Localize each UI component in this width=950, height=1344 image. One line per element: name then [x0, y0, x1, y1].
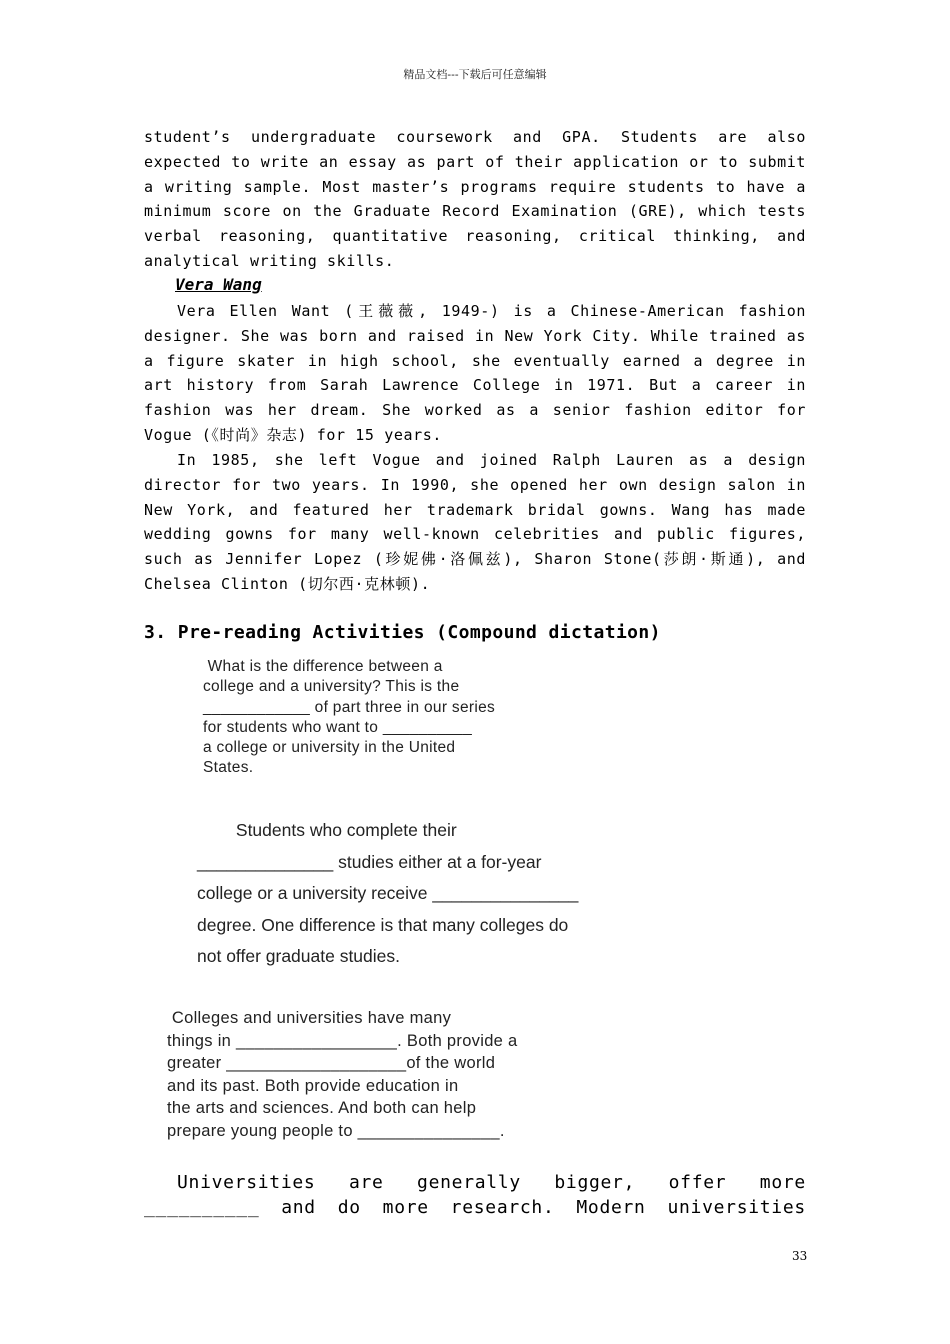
dictation-line: States. — [203, 759, 254, 777]
word: more — [759, 1172, 806, 1193]
dictation-line: things in _________________. Both provide a — [167, 1031, 518, 1050]
word: generally — [417, 1172, 521, 1193]
word: research. — [450, 1197, 555, 1218]
dictation-line: not offer graduate studies. — [197, 946, 401, 966]
word: bigger, — [554, 1172, 636, 1193]
dictation-line: Colleges and universities have many — [167, 1009, 452, 1027]
section-heading: 3. Pre-reading Activities (Compound dictation) — [144, 622, 661, 643]
closing-line-1 — [144, 1170, 806, 1195]
word: Modern — [576, 1197, 646, 1218]
vera-paragraph-2: In 1985, she left Vogue and joined Ralph Lauren as a design director for two years. In 1990, she opened her own design salon in New York, and featured her trademark bridal gowns. Wang has made wedding gowns for many well-known celebrities and public figures, such as Jennifer Lopez (珍妮佛·洛佩兹), Sharon Stone(莎朗·斯通), and Chelsea Clinton (切尔西·克林顿). — [144, 451, 806, 593]
dictation-line: and its past. Both provide education in — [167, 1076, 459, 1095]
dictation-line: degree. One difference is that many colleges do — [197, 914, 569, 935]
dictation-line: a college or university in the United — [203, 739, 456, 757]
dictation-block-2 — [197, 815, 578, 973]
closing-paragraph — [144, 1170, 806, 1220]
dictation-line: Students who complete their — [197, 820, 457, 840]
dictation-line: ____________ of part three in our series — [203, 698, 496, 716]
page-number: 33 — [792, 1249, 808, 1263]
word: Universities — [177, 1172, 316, 1193]
dictation-line: greater ___________________of the world — [167, 1054, 496, 1072]
dictation-line: ______________ studies either at a for-year — [197, 851, 542, 872]
word: more — [382, 1197, 429, 1218]
vera-paragraph-1: Vera Ellen Want (王薇薇, 1949-) is a Chinese-American fashion designer. She was born and raised in New York City. While trained as a figure skater in high school, she eventually earned a degree in art history from Sarah Lawrence College in 1971. But a career in fashion was her dream. She worked as a senior fashion editor for Vogue (《时尚》杂志) for 15 years. — [144, 302, 806, 444]
word: __________ — [144, 1197, 260, 1218]
dictation-line: prepare young people to _______________. — [167, 1121, 505, 1140]
word: do — [337, 1197, 361, 1218]
dictation-line: What is the difference between a — [203, 658, 443, 675]
word: are — [348, 1172, 384, 1193]
word: universities — [667, 1197, 806, 1218]
word: and — [281, 1197, 316, 1218]
page-header: 精品文档---下载后可任意编辑 — [403, 68, 547, 81]
dictation-block-3 — [167, 1007, 518, 1142]
intro-paragraph: student’s undergraduate coursework and GPA. Students are also expected to write an essay as part of their application or to submit a writing sample. Most master’s programs require students to have a minimum score on the Graduate Record Examination (GRE), which tests verbal reasoning, quantitative reasoning, critical thinking, and analytical writing skills. — [144, 128, 806, 270]
closing-line-2 — [144, 1195, 806, 1220]
dictation-line: college or a university receive _______________ — [197, 883, 579, 903]
dictation-line: for students who want to __________ — [203, 718, 473, 736]
dictation-block-1 — [203, 657, 495, 779]
dictation-line: the arts and sciences. And both can help — [167, 1099, 477, 1117]
word: offer — [668, 1172, 727, 1193]
vera-wang-title: Vera Wang — [175, 275, 262, 294]
dictation-line: college and a university? This is the — [203, 678, 460, 696]
